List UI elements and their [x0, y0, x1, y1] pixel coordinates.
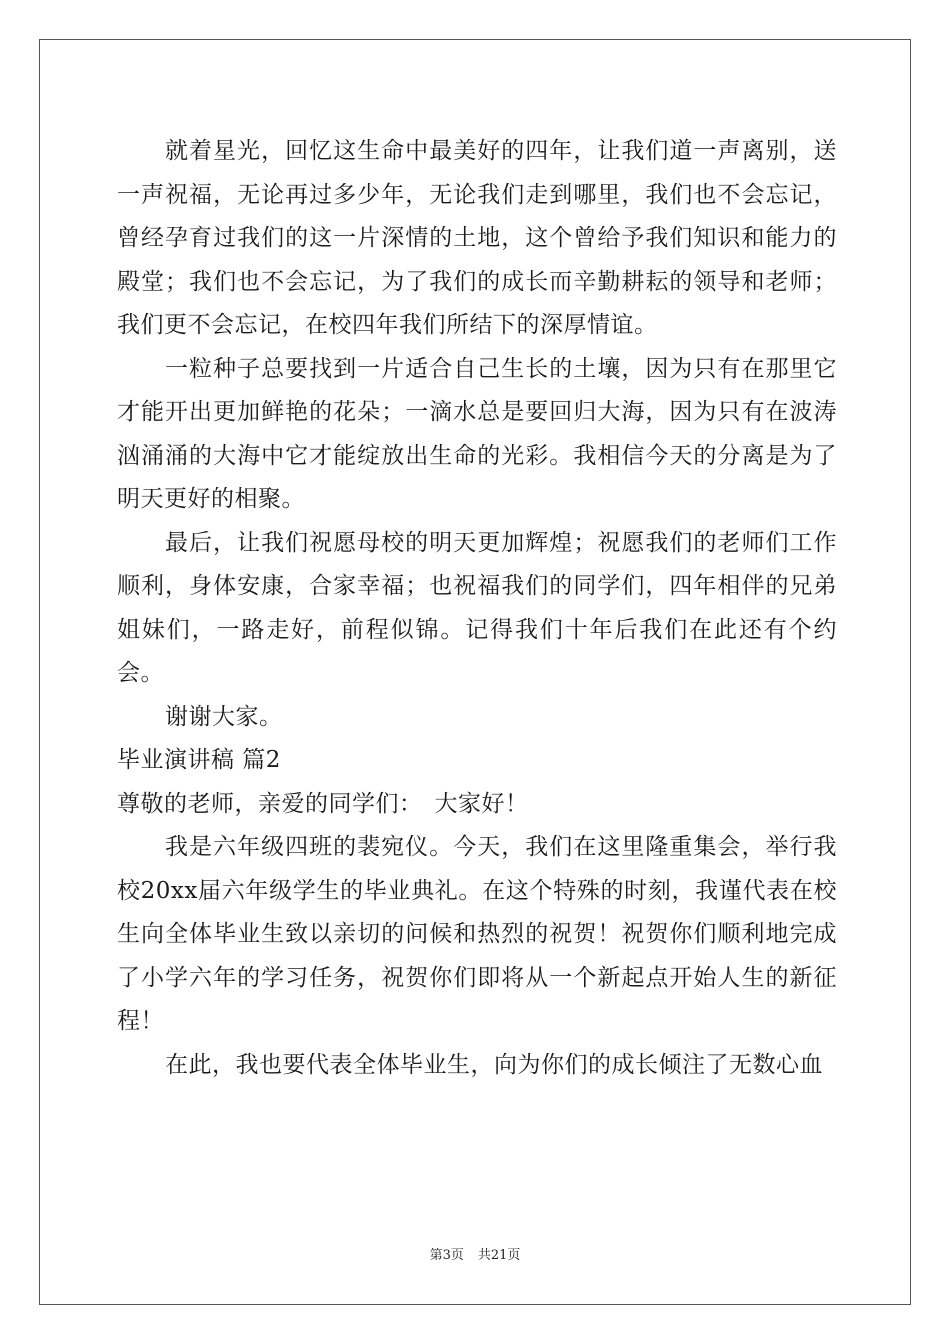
- section-heading: 毕业演讲稿 篇2: [117, 747, 281, 773]
- page-total: 共21页: [477, 1248, 521, 1263]
- paragraph-seed: 一粒种子总要找到一片适合自己生长的土壤，因为只有在那里它才能开出更加鲜艳的花朵；一滴水总是要回归大海，因为只有在波涛汹涌涌的大海中它才能绽放出生命的光彩。我相信今天的分离是为了明天更好的相聚。: [117, 355, 837, 512]
- salutation: 尊敬的老师，亲爱的同学们： 大家好！: [117, 790, 529, 817]
- paragraph-continuation: 在此，我也要代表全体毕业生，向为你们的成长倾注了无数心血: [165, 1051, 823, 1078]
- paragraph-wishes: 最后，让我们祝愿母校的明天更加辉煌；祝愿我们的老师们工作顺利，身体安康，合家幸福；也祝福我们的同学们，四年相伴的兄弟姐妹们，一路走好，前程似锦。记得我们十年后我们在此还有个约会。: [117, 529, 837, 686]
- paragraph-farewell: 就着星光，回忆这生命中最美好的四年，让我们道一声离别，送一声祝福，无论再过多少年，无论我们走到哪里，我们也不会忘记，曾经孕育过我们的这一片深情的土地，这个曾给予我们知识和能力的殿堂；我们也不会忘记，为了我们的成长而辛勤耕耘的领导和老师；我们更不会忘记，在校四年我们所结下的深厚情谊。: [117, 138, 837, 338]
- document-body: [117, 130, 837, 1087]
- paragraph-thanks: 谢谢大家。: [165, 703, 283, 730]
- paragraph-introduction: 我是六年级四班的裴宛仪。今天，我们在这里隆重集会，举行我校20xx届六年级学生的毕业典礼。在这个特殊的时刻，我谨代表在校生向全体毕业生致以亲切的问候和热烈的祝贺！祝贺你们顺利地完成了小学六年的学习任务，祝贺你们即将从一个新起点开始人生的新征程！: [117, 834, 837, 1034]
- page-number: 第3页: [429, 1248, 464, 1263]
- page-footer: [0, 1248, 950, 1264]
